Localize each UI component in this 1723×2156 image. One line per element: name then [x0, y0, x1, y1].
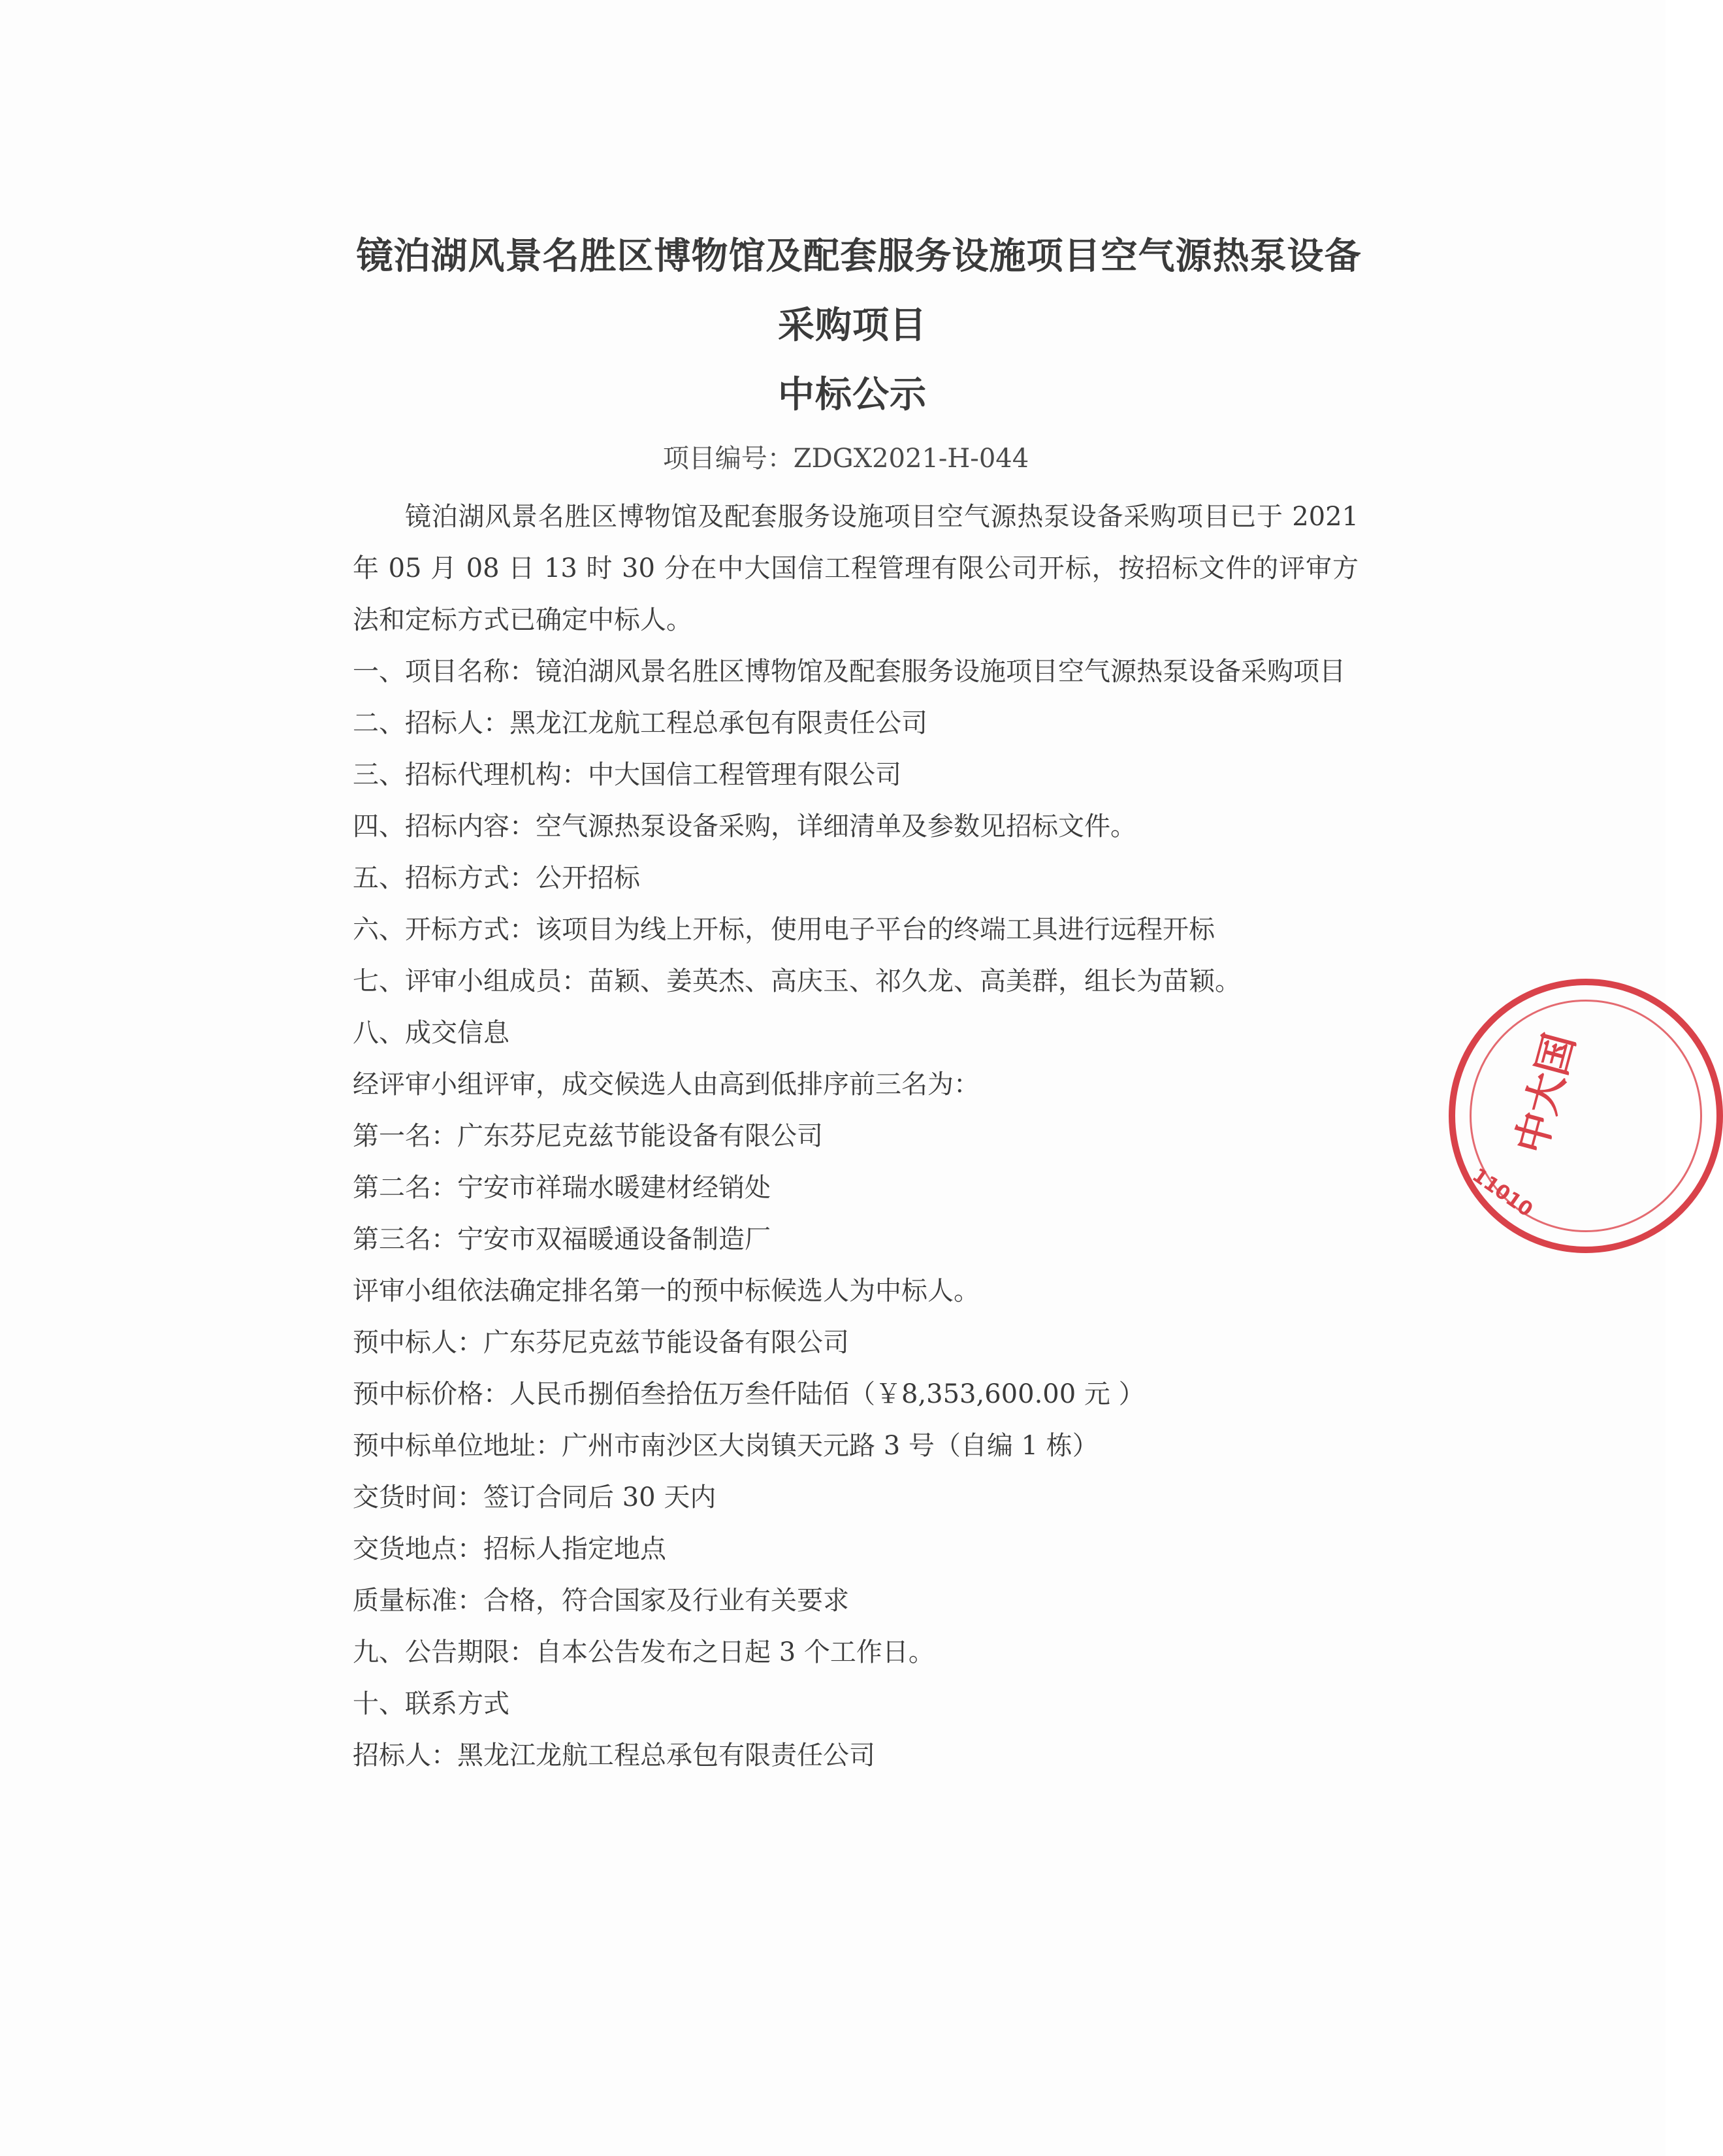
item-project-name: 一、项目名称：镜泊湖风景名胜区博物馆及配套服务设施项目空气源热泵设备采购项目: [353, 657, 1345, 687]
item-method: 五、招标方式：公开招标: [353, 863, 640, 893]
item-quality: 质量标准：合格，符合国家及行业有关要求: [353, 1586, 849, 1616]
item-contact-tenderer: 招标人：黑龙江龙航工程总承包有限责任公司: [353, 1740, 875, 1771]
document-title-line-1: 镜泊湖风景名胜区博物馆及配套服务设施项目空气源热泵设备: [356, 235, 1362, 278]
item-deal-header: 八、成交信息: [353, 1018, 509, 1048]
item-delivery-place: 交货地点：招标人指定地点: [353, 1534, 666, 1564]
item-winner: 预中标人：广东芬尼克兹节能设备有限公司: [353, 1328, 849, 1358]
announcement-body: [353, 491, 1359, 1782]
seal-text: 中大国: [1506, 1028, 1585, 1159]
candidate-first: 第一名：广东芬尼克兹节能设备有限公司: [353, 1121, 823, 1151]
document-title-line-2: 采购项目: [778, 304, 927, 347]
candidate-third: 第三名：宁安市双福暖通设备制造厂: [353, 1224, 771, 1254]
seal-inner-ring: [1470, 1000, 1702, 1232]
item-agency: 三、招标代理机构：中大国信工程管理有限公司: [353, 760, 901, 790]
item-price: 预中标价格：人民币捌佰叁拾伍万叁仟陆佰（￥8,353,600.00 元 ）: [353, 1379, 1145, 1409]
item-period: 九、公告期限：自本公告发布之日起 3 个工作日。: [353, 1637, 935, 1667]
item-committee: 七、评审小组成员：苗颖、姜英杰、高庆玉、祁久龙、高美群，组长为苗颖。: [353, 966, 1241, 996]
item-decision: 评审小组依法确定排名第一的预中标候选人为中标人。: [353, 1276, 980, 1306]
item-deal-intro: 经评审小组评审，成交候选人由高到低排序前三名为：: [353, 1070, 980, 1100]
item-tenderer: 二、招标人：黑龙江龙航工程总承包有限责任公司: [353, 708, 927, 738]
project-number: 项目编号：ZDGX2021-H-044: [662, 444, 1029, 474]
item-content: 四、招标内容：空气源热泵设备采购，详细清单及参数见招标文件。: [353, 811, 1136, 841]
company-seal: [1449, 979, 1723, 1253]
item-delivery-time: 交货时间：签订合同后 30 天内: [353, 1482, 717, 1512]
item-address: 预中标单位地址：广州市南沙区大岗镇天元路 3 号（自编 1 栋）: [353, 1431, 1099, 1461]
document-title-line-3: 中标公示: [778, 374, 927, 416]
seal-number: 11010: [1468, 1164, 1537, 1222]
candidate-second: 第二名：宁安市祥瑞水暖建材经销处: [353, 1173, 771, 1203]
item-opening: 六、开标方式：该项目为线上开标，使用电子平台的终端工具进行远程开标: [353, 915, 1215, 945]
intro-paragraph: 镜泊湖风景名胜区博物馆及配套服务设施项目空气源热泵设备采购项目已于 2021 年 05 月 08 日 13 时 30 分在中大国信工程管理有限公司开标，按招标文件的评审方法和定标方式已确定中标人。: [353, 502, 1359, 635]
item-contact-header: 十、联系方式: [353, 1689, 509, 1719]
